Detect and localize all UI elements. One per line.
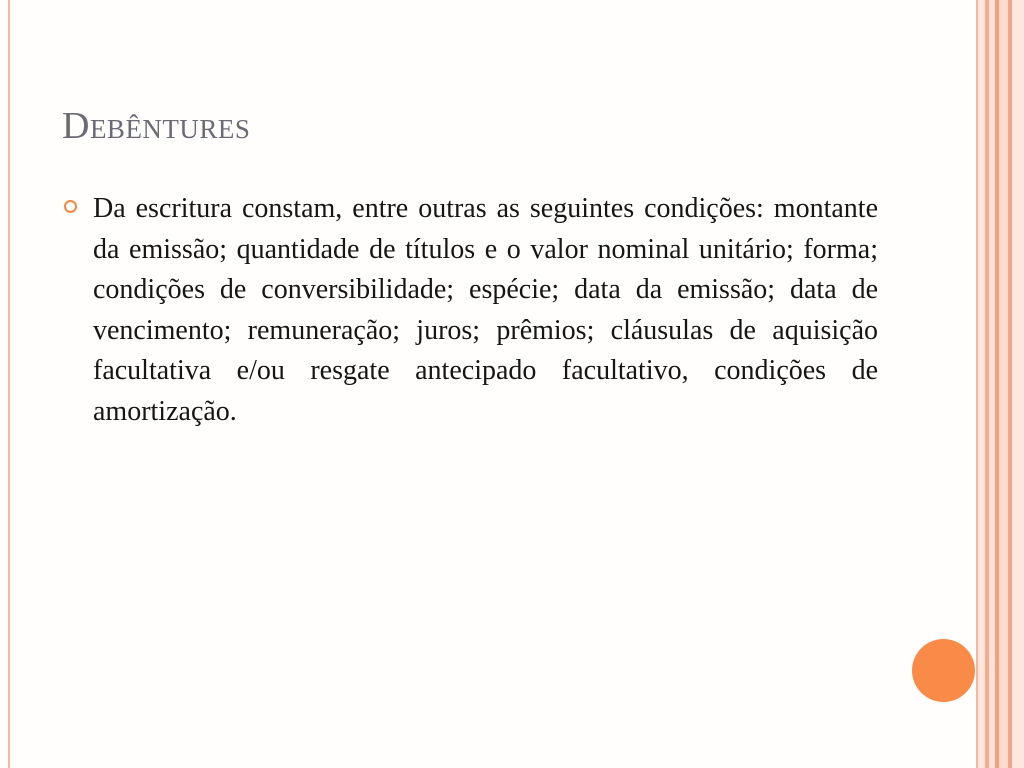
decorative-orange-circle: [912, 639, 975, 702]
bullet-text: Da escritura constam, entre outras as seguintes condições: montante da emissão; quantidade de títulos e o valor nominal unitário; forma; condições de conversibilidade; espécie; data da emissão; data de vencimento; remuneração; juros; prêmios; cláusulas de aquisição facultativa e/ou resgate antecipado facultativo, condições de amortização.: [93, 193, 878, 427]
stripe: [999, 0, 1008, 768]
left-border-line: [8, 0, 10, 768]
bullet-item: [62, 189, 878, 433]
stripe: [978, 0, 985, 768]
bullet-icon: [64, 200, 77, 213]
slide-title: Debêntures: [62, 105, 251, 147]
stripe: [1012, 0, 1024, 768]
right-decorative-stripes: [976, 0, 1024, 768]
